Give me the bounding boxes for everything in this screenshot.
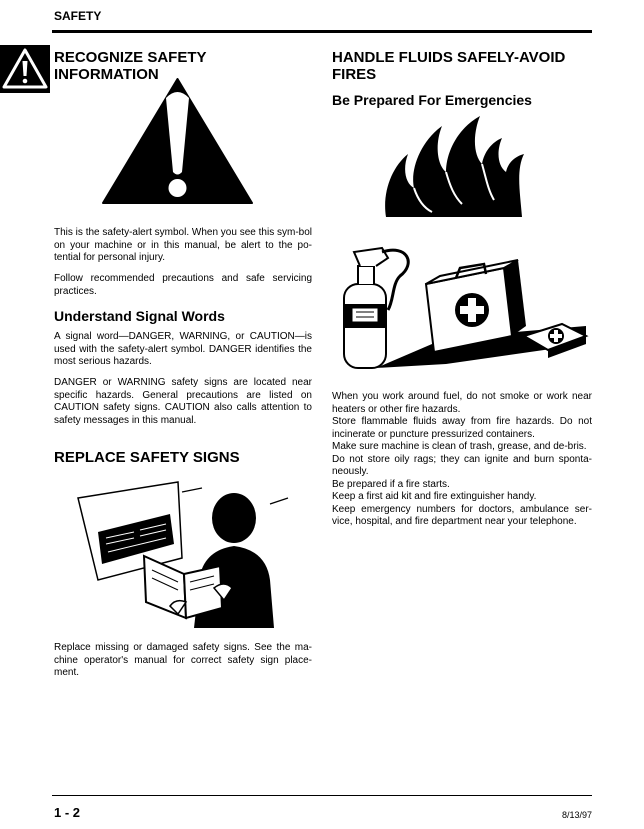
section-label: SAFETY [54, 9, 102, 23]
fire-line: Do not store oily rags; they can ignite and burn sponta-neously. [332, 453, 592, 477]
signal-paragraph-1: A signal word—DANGER, WARNING, or CAUTION—is used with the safety-alert symbol. DANGER identifies the most serious hazards. [54, 331, 312, 367]
fire-line: When you work around fuel, do not smoke or work near heaters or other fire hazards. [332, 391, 592, 415]
warning-triangle-icon [0, 45, 50, 93]
signal-paragraph-2: DANGER or WARNING safety signs are located near specific hazards. General precautions are listed on CAUTION safety signs. CAUTION also calls attention to safety messages in this manual. [54, 377, 312, 426]
extinguisher-and-first-aid-kit-illustration [336, 240, 592, 372]
person-reading-manual-illustration [74, 480, 294, 630]
page-number: 1 - 2 [54, 805, 81, 820]
alert-paragraph: This is the safety-alert symbol. When you see this sym-bol on your machine or in this manual, be alert to the po-tential for personal injury. [54, 227, 312, 263]
signal-words-heading: Understand Signal Words [54, 308, 225, 324]
safety-alert-symbol [100, 76, 255, 206]
emergencies-heading: Be Prepared For Emergencies [332, 92, 532, 108]
replace-safety-title: REPLACE SAFETY SIGNS [54, 449, 240, 466]
flame-icon [380, 112, 530, 222]
fire-line: Make sure machine is clean of trash, grease, and de-bris. [332, 441, 587, 452]
footer-rule [52, 795, 592, 796]
fire-line: Keep emergency numbers for doctors, ambulance ser-vice, hospital, and fire department near your telephone. [332, 503, 592, 527]
fire-line: Be prepared if a fire starts. [332, 478, 450, 490]
side-tab [0, 45, 50, 93]
replace-paragraph: Replace missing or damaged safety signs. See the ma-chine operator's manual for correct safety sign place-ment. [54, 642, 312, 678]
header-rule [52, 30, 592, 33]
fluids-title: HANDLE FLUIDS SAFELY-AVOID FIRES [332, 49, 566, 83]
fire-line: Store flammable fluids away from fire hazards. Do not incinerate or puncture pressurized containers. [332, 416, 592, 440]
fire-line: Keep a first aid kit and fire extinguisher handy. [332, 491, 537, 502]
footer-date: 8/13/97 [561, 810, 592, 820]
recognize-safety-title: RECOGNIZE SAFETY INFORMATION [54, 49, 207, 83]
follow-paragraph: Follow recommended precautions and safe servicing practices. [54, 273, 312, 297]
fire-safety-text [332, 391, 592, 529]
